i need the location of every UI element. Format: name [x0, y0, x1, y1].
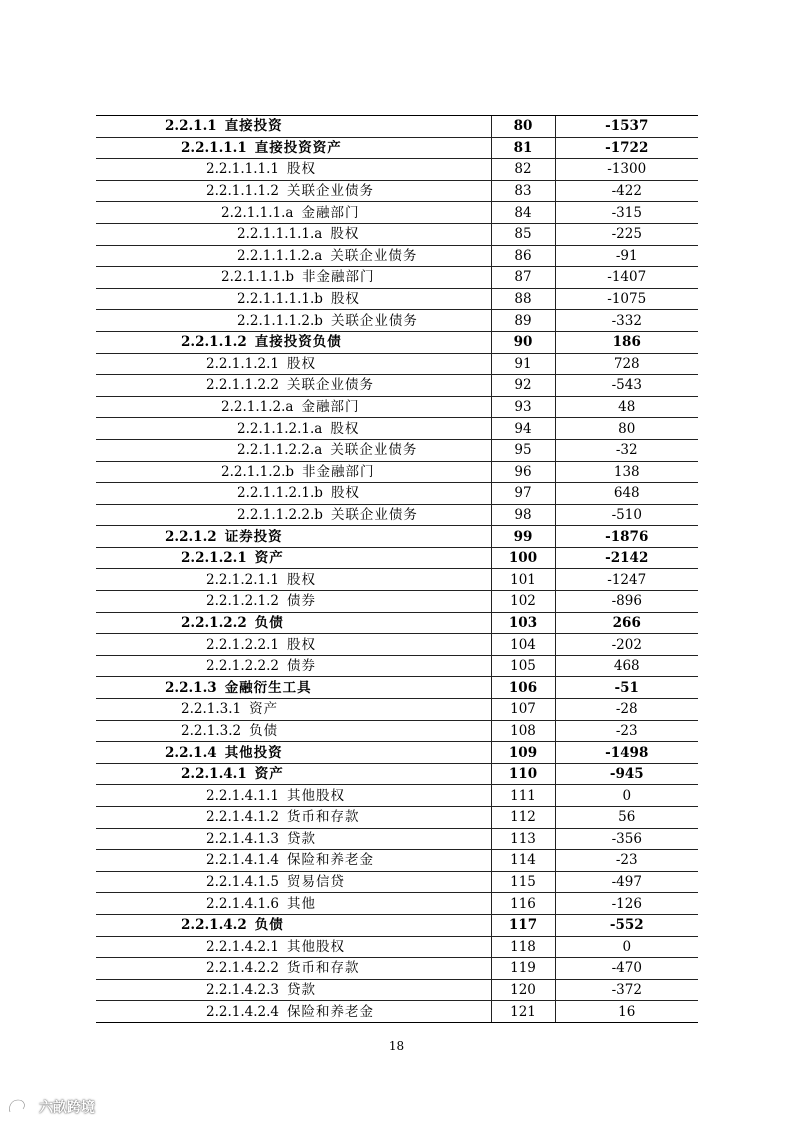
- item-name: 资产: [249, 701, 279, 718]
- table-row: [96, 526, 698, 548]
- item-code: 2.2.1.1.2.1.b: [237, 485, 323, 502]
- item-code: 2.2.1.4.2.4: [206, 1003, 279, 1020]
- line-number: 106: [491, 677, 555, 699]
- table-row: [96, 677, 698, 699]
- row-label: [96, 612, 491, 634]
- table-row: [96, 634, 698, 656]
- row-label: [96, 569, 491, 591]
- item-name: 关联企业债务: [330, 312, 418, 329]
- row-label: [96, 375, 491, 397]
- item-code: 2.2.1.2.1.1: [206, 571, 279, 588]
- item-code: 2.2.1.4.1.6: [206, 895, 279, 912]
- item-value: -1498: [555, 742, 698, 764]
- row-label: [96, 202, 491, 224]
- item-value: 80: [555, 418, 698, 440]
- item-name: 股权: [330, 485, 360, 502]
- line-number: 87: [491, 267, 555, 289]
- item-name: 关联企业债务: [330, 506, 418, 523]
- item-value: -1247: [555, 569, 698, 591]
- table-row: [96, 958, 698, 980]
- row-label: [96, 699, 491, 721]
- line-number: 97: [491, 483, 555, 505]
- row-label: [96, 483, 491, 505]
- row-label: [96, 720, 491, 742]
- line-number: 107: [491, 699, 555, 721]
- item-name: 债券: [287, 593, 316, 610]
- table-row: [96, 504, 698, 526]
- table-row: [96, 288, 698, 310]
- item-name: 股权: [330, 291, 360, 308]
- row-label: [96, 116, 491, 138]
- item-code: 2.2.1.1.2: [181, 334, 247, 351]
- item-value: -470: [555, 958, 698, 980]
- item-code: 2.2.1.1.1.b: [221, 269, 295, 286]
- item-name: 贷款: [287, 982, 316, 999]
- line-number: 80: [491, 116, 555, 138]
- item-code: 2.2.1.1.1.1: [206, 161, 279, 178]
- item-value: 16: [555, 1001, 698, 1023]
- line-number: 94: [491, 418, 555, 440]
- table-row: [96, 137, 698, 159]
- table-row: [96, 547, 698, 569]
- row-label: [96, 979, 491, 1001]
- item-name: 直接投资资产: [254, 139, 342, 156]
- item-code: 2.2.1.4.2: [181, 917, 247, 934]
- item-name: 关联企业债务: [287, 183, 374, 200]
- item-code: 2.2.1.1.2.2.b: [237, 506, 323, 523]
- item-value: -1722: [555, 137, 698, 159]
- line-number: 81: [491, 137, 555, 159]
- row-label: [96, 288, 491, 310]
- item-code: 2.2.1.3: [165, 679, 217, 696]
- row-label: [96, 785, 491, 807]
- line-number: 96: [491, 461, 555, 483]
- item-value: -543: [555, 375, 698, 397]
- watermark-logo-icon: [6, 1097, 36, 1117]
- row-label: [96, 331, 491, 353]
- item-name: 证券投资: [224, 528, 283, 545]
- row-label: [96, 396, 491, 418]
- row-label: [96, 807, 491, 829]
- line-number: 82: [491, 159, 555, 181]
- table-row: [96, 979, 698, 1001]
- item-value: -51: [555, 677, 698, 699]
- row-label: [96, 655, 491, 677]
- item-code: 2.2.1.4.1.2: [206, 809, 279, 826]
- item-name: 非金融部门: [302, 269, 375, 286]
- line-number: 113: [491, 828, 555, 850]
- row-label: [96, 461, 491, 483]
- table-row: [96, 202, 698, 224]
- item-value: -1300: [555, 159, 698, 181]
- item-code: 2.2.1.1.1: [181, 139, 247, 156]
- item-value: 728: [555, 353, 698, 375]
- row-label: [96, 526, 491, 548]
- item-name: 金融衍生工具: [224, 679, 312, 696]
- item-name: 金融部门: [301, 399, 360, 416]
- watermark-text: 六畝跨境: [39, 1100, 95, 1116]
- row-label: [96, 958, 491, 980]
- item-name: 负债: [254, 917, 284, 934]
- line-number: 117: [491, 914, 555, 936]
- line-number: 102: [491, 591, 555, 613]
- item-code: 2.2.1.1.1.2: [206, 183, 279, 200]
- watermark: [6, 1094, 95, 1120]
- item-name: 股权: [330, 420, 360, 437]
- row-label: [96, 137, 491, 159]
- line-number: 92: [491, 375, 555, 397]
- item-value: -28: [555, 699, 698, 721]
- item-value: -2142: [555, 547, 698, 569]
- item-code: 2.2.1.1.2.2: [206, 377, 279, 394]
- item-name: 保险和养老金: [287, 852, 374, 869]
- item-code: 2.2.1.2.2.2: [206, 658, 279, 675]
- table-row: [96, 699, 698, 721]
- item-name: 其他投资: [224, 744, 283, 761]
- item-value: 56: [555, 807, 698, 829]
- line-number: 103: [491, 612, 555, 634]
- item-code: 2.2.1.1.1.2.b: [237, 312, 323, 329]
- row-label: [96, 871, 491, 893]
- line-number: 95: [491, 439, 555, 461]
- item-name: 股权: [287, 571, 316, 588]
- table-row: [96, 223, 698, 245]
- item-value: 186: [555, 331, 698, 353]
- table-row: [96, 180, 698, 202]
- row-label: [96, 439, 491, 461]
- item-name: 关联企业债务: [330, 247, 418, 264]
- table-row: [96, 310, 698, 332]
- row-label: [96, 828, 491, 850]
- line-number: 90: [491, 331, 555, 353]
- item-value: 648: [555, 483, 698, 505]
- row-label: [96, 504, 491, 526]
- table-row: [96, 267, 698, 289]
- item-value: 138: [555, 461, 698, 483]
- item-code: 2.2.1.4.1.5: [206, 874, 279, 891]
- table-row: [96, 418, 698, 440]
- item-name: 其他股权: [287, 787, 345, 804]
- item-code: 2.2.1.4.1.3: [206, 830, 279, 847]
- balance-of-payments-table: [96, 115, 698, 1023]
- row-label: [96, 159, 491, 181]
- item-name: 关联企业债务: [330, 442, 418, 459]
- item-value: -497: [555, 871, 698, 893]
- item-value: 48: [555, 396, 698, 418]
- line-number: 101: [491, 569, 555, 591]
- row-label: [96, 310, 491, 332]
- item-name: 直接投资负债: [254, 334, 342, 351]
- line-number: 109: [491, 742, 555, 764]
- table-row: [96, 116, 698, 138]
- item-code: 2.2.1.1.2.2.a: [237, 442, 323, 459]
- item-name: 股权: [287, 161, 316, 178]
- table-row: [96, 720, 698, 742]
- table-row: [96, 850, 698, 872]
- line-number: 100: [491, 547, 555, 569]
- item-code: 2.2.1.1: [165, 118, 217, 135]
- line-number: 114: [491, 850, 555, 872]
- row-label: [96, 893, 491, 915]
- item-value: 0: [555, 936, 698, 958]
- row-label: [96, 914, 491, 936]
- table-row: [96, 396, 698, 418]
- line-number: 85: [491, 223, 555, 245]
- table-row: [96, 763, 698, 785]
- line-number: 93: [491, 396, 555, 418]
- item-value: -356: [555, 828, 698, 850]
- line-number: 116: [491, 893, 555, 915]
- item-name: 债券: [287, 658, 316, 675]
- page-number: 18: [388, 1039, 405, 1053]
- line-number: 120: [491, 979, 555, 1001]
- line-number: 110: [491, 763, 555, 785]
- item-value: -23: [555, 720, 698, 742]
- item-value: -1075: [555, 288, 698, 310]
- item-code: 2.2.1.4.2.3: [206, 982, 279, 999]
- line-number: 98: [491, 504, 555, 526]
- row-label: [96, 245, 491, 267]
- row-label: [96, 677, 491, 699]
- item-value: -23: [555, 850, 698, 872]
- item-code: 2.2.1.1.1.1.a: [237, 226, 323, 243]
- line-number: 91: [491, 353, 555, 375]
- table-row: [96, 612, 698, 634]
- table-row: [96, 807, 698, 829]
- row-label: [96, 1001, 491, 1023]
- line-number: 105: [491, 655, 555, 677]
- item-code: 2.2.1.4.2.1: [206, 938, 279, 955]
- table-row: [96, 591, 698, 613]
- item-code: 2.2.1.4.1.4: [206, 852, 279, 869]
- table-row: [96, 245, 698, 267]
- item-value: 266: [555, 612, 698, 634]
- item-name: 非金融部门: [302, 463, 375, 480]
- table-row: [96, 159, 698, 181]
- item-value: -552: [555, 914, 698, 936]
- line-number: 104: [491, 634, 555, 656]
- table-row: [96, 893, 698, 915]
- row-label: [96, 591, 491, 613]
- item-name: 保险和养老金: [287, 1003, 374, 1020]
- line-number: 99: [491, 526, 555, 548]
- item-name: 资产: [254, 550, 284, 567]
- item-value: -422: [555, 180, 698, 202]
- item-name: 货币和存款: [287, 809, 360, 826]
- table-row: [96, 914, 698, 936]
- table-row: [96, 871, 698, 893]
- item-value: -332: [555, 310, 698, 332]
- item-value: -225: [555, 223, 698, 245]
- item-value: -510: [555, 504, 698, 526]
- item-code: 2.2.1.4.1: [181, 766, 247, 783]
- row-label: [96, 180, 491, 202]
- item-code: 2.2.1.1.1.a: [221, 204, 294, 221]
- item-name: 其他: [287, 895, 316, 912]
- line-number: 83: [491, 180, 555, 202]
- table-row: [96, 461, 698, 483]
- row-label: [96, 763, 491, 785]
- row-label: [96, 418, 491, 440]
- table-row: [96, 936, 698, 958]
- item-value: 0: [555, 785, 698, 807]
- item-value: -945: [555, 763, 698, 785]
- line-number: 118: [491, 936, 555, 958]
- line-number: 115: [491, 871, 555, 893]
- item-code: 2.2.1.4.1.1: [206, 787, 279, 804]
- item-name: 股权: [287, 636, 316, 653]
- line-number: 111: [491, 785, 555, 807]
- item-value: -1407: [555, 267, 698, 289]
- item-value: -315: [555, 202, 698, 224]
- item-value: 468: [555, 655, 698, 677]
- item-code: 2.2.1.2.2: [181, 614, 247, 631]
- item-name: 股权: [330, 226, 360, 243]
- table-row: [96, 1001, 698, 1023]
- line-number: 119: [491, 958, 555, 980]
- item-code: 2.2.1.3.2: [181, 722, 242, 739]
- item-name: 负债: [249, 722, 279, 739]
- table-row: [96, 331, 698, 353]
- item-code: 2.2.1.2.1: [181, 550, 247, 567]
- line-number: 121: [491, 1001, 555, 1023]
- table-row: [96, 439, 698, 461]
- table-row: [96, 375, 698, 397]
- line-number: 112: [491, 807, 555, 829]
- row-label: [96, 850, 491, 872]
- line-number: 88: [491, 288, 555, 310]
- line-number: 86: [491, 245, 555, 267]
- item-code: 2.2.1.1.1.1.b: [237, 291, 323, 308]
- line-number: 89: [491, 310, 555, 332]
- item-code: 2.2.1.1.1.2.a: [237, 247, 323, 264]
- item-name: 直接投资: [224, 118, 283, 135]
- row-label: [96, 634, 491, 656]
- item-name: 金融部门: [301, 204, 360, 221]
- item-code: 2.2.1.2: [165, 528, 217, 545]
- item-name: 贸易信贷: [287, 874, 345, 891]
- item-value: -1537: [555, 116, 698, 138]
- item-code: 2.2.1.4.2.2: [206, 960, 279, 977]
- table-row: [96, 742, 698, 764]
- item-code: 2.2.1.1.2.1: [206, 355, 279, 372]
- line-number: 108: [491, 720, 555, 742]
- item-value: -202: [555, 634, 698, 656]
- item-value: -896: [555, 591, 698, 613]
- line-number: 84: [491, 202, 555, 224]
- table-row: [96, 483, 698, 505]
- table-row: [96, 353, 698, 375]
- item-value: -91: [555, 245, 698, 267]
- item-value: -372: [555, 979, 698, 1001]
- row-label: [96, 547, 491, 569]
- table-row: [96, 828, 698, 850]
- item-code: 2.2.1.1.2.b: [221, 463, 295, 480]
- item-name: 其他股权: [287, 938, 345, 955]
- item-value: -126: [555, 893, 698, 915]
- item-name: 货币和存款: [287, 960, 360, 977]
- table-row: [96, 655, 698, 677]
- row-label: [96, 353, 491, 375]
- item-name: 关联企业债务: [287, 377, 374, 394]
- item-code: 2.2.1.3.1: [181, 701, 242, 718]
- row-label: [96, 267, 491, 289]
- row-label: [96, 742, 491, 764]
- item-code: 2.2.1.2.2.1: [206, 636, 279, 653]
- item-code: 2.2.1.1.2.1.a: [237, 420, 323, 437]
- item-value: -32: [555, 439, 698, 461]
- item-name: 负债: [254, 614, 284, 631]
- table-row: [96, 569, 698, 591]
- row-label: [96, 223, 491, 245]
- item-code: 2.2.1.2.1.2: [206, 593, 279, 610]
- item-code: 2.2.1.1.2.a: [221, 399, 294, 416]
- item-name: 贷款: [287, 830, 316, 847]
- table-row: [96, 785, 698, 807]
- item-value: -1876: [555, 526, 698, 548]
- row-label: [96, 936, 491, 958]
- item-name: 资产: [254, 766, 284, 783]
- item-code: 2.2.1.4: [165, 744, 217, 761]
- table-body: [96, 116, 698, 1023]
- item-name: 股权: [287, 355, 316, 372]
